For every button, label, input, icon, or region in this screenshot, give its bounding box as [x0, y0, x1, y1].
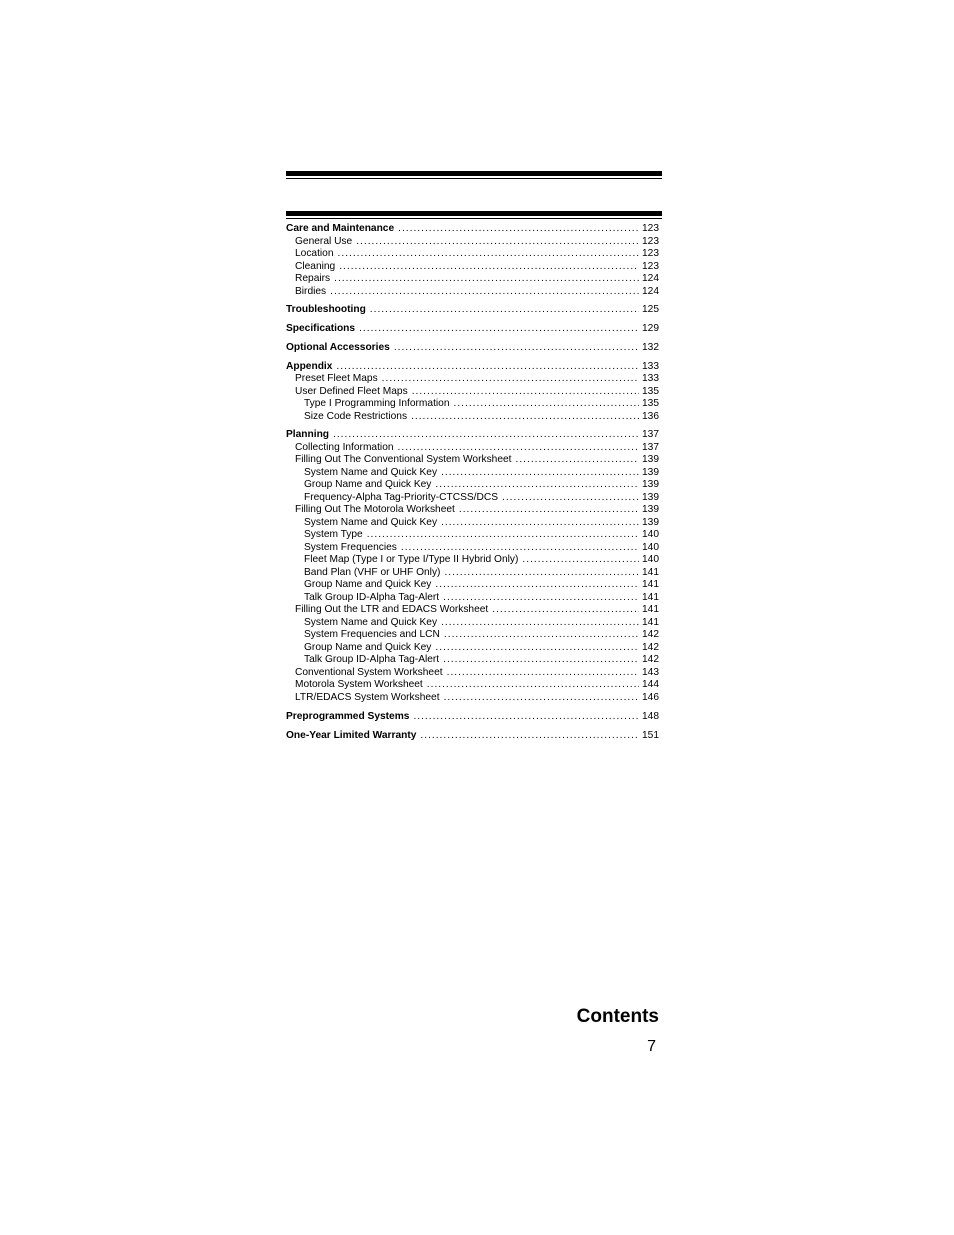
- dot-leader: [444, 567, 639, 580]
- dot-leader: [444, 692, 639, 705]
- toc-entry[interactable]: [286, 236, 659, 249]
- toc-entry-page: 142: [642, 629, 659, 641]
- toc-entry[interactable]: [286, 617, 659, 630]
- toc-entry[interactable]: [286, 373, 659, 386]
- toc-entry-page: 144: [642, 679, 659, 691]
- dot-leader: [420, 730, 639, 743]
- toc-entry-label: Birdies: [295, 285, 327, 297]
- toc-entry-label: Collecting Information: [295, 441, 394, 453]
- toc-entry-page: 143: [642, 666, 659, 678]
- toc-entry-page: 146: [642, 691, 659, 703]
- dot-leader: [516, 454, 640, 467]
- dot-leader: [382, 373, 639, 386]
- toc-entry-label: Troubleshooting: [286, 304, 366, 316]
- toc-entry-page: 141: [642, 566, 659, 578]
- toc-entry[interactable]: [286, 692, 659, 705]
- toc-entry[interactable]: [286, 442, 659, 455]
- dot-leader: [492, 604, 639, 617]
- toc-entry[interactable]: [286, 454, 659, 467]
- toc-entry-page: 151: [642, 729, 659, 741]
- dot-leader: [454, 398, 639, 411]
- toc-entry[interactable]: [286, 667, 659, 680]
- toc-entry[interactable]: [286, 654, 659, 667]
- toc-entry-label: Repairs: [295, 273, 331, 284]
- toc-entry[interactable]: [286, 386, 659, 399]
- toc-entry[interactable]: [286, 529, 659, 542]
- toc-entry-label: System Name and Quick Key: [304, 466, 438, 478]
- dot-leader: [502, 492, 639, 505]
- dot-leader: [447, 667, 639, 680]
- toc-entry[interactable]: [286, 467, 659, 480]
- toc-entry-page: 137: [642, 441, 659, 453]
- toc-entry-page: 135: [642, 385, 659, 397]
- toc-entry-label: Filling Out the LTR and EDACS Worksheet: [295, 604, 489, 616]
- toc-entry-page: 123: [642, 223, 659, 234]
- dot-leader: [459, 504, 639, 517]
- toc-entry-label: Specifications: [286, 323, 356, 335]
- toc-entry-label: Band Plan (VHF or UHF Only): [304, 566, 441, 578]
- toc-entry-label: System Frequencies and LCN: [304, 629, 440, 641]
- toc-entry-page: 140: [642, 529, 659, 541]
- toc-entry[interactable]: [286, 642, 659, 655]
- toc-entry-page: 124: [642, 285, 659, 297]
- toc-entry[interactable]: [286, 730, 659, 743]
- toc-entry[interactable]: [286, 248, 659, 261]
- dot-leader: [339, 261, 639, 274]
- toc-entry-page: 148: [642, 710, 659, 722]
- toc-entry-label: Appendix: [286, 360, 333, 372]
- toc-entry-label: Motorola System Worksheet: [295, 679, 423, 691]
- toc-entry-page: 132: [642, 341, 659, 353]
- toc-entry-label: Location: [295, 248, 334, 259]
- section-title: Contents: [576, 1006, 659, 1027]
- toc-entry-label: LTR/EDACS System Worksheet: [295, 691, 440, 703]
- toc-entry-page: 139: [642, 479, 659, 491]
- dot-leader: [412, 386, 639, 399]
- table-of-contents: [286, 223, 659, 742]
- toc-entry[interactable]: [286, 323, 659, 336]
- toc-entry-page: 142: [642, 641, 659, 653]
- dot-leader: [441, 467, 639, 480]
- toc-entry-label: Cleaning: [295, 260, 336, 272]
- toc-entry-label: Conventional System Worksheet: [295, 666, 443, 678]
- dot-leader: [359, 323, 639, 336]
- dot-leader: [443, 654, 639, 667]
- toc-entry-page: 137: [642, 429, 659, 441]
- toc-entry-page: 135: [642, 398, 659, 410]
- toc-entry-page: 123: [642, 235, 659, 247]
- dot-leader: [413, 711, 639, 724]
- dot-leader: [443, 592, 639, 605]
- toc-entry[interactable]: [286, 261, 659, 274]
- dot-leader: [370, 304, 639, 317]
- dot-leader: [356, 236, 639, 249]
- toc-entry-page: 136: [642, 410, 659, 422]
- toc-entry-page: 123: [642, 260, 659, 272]
- toc-entry-page: 141: [642, 579, 659, 591]
- toc-entry-label: General Use: [295, 235, 353, 247]
- page-number: 7: [647, 1038, 656, 1055]
- dot-leader: [435, 579, 639, 592]
- toc-entry-page: 139: [642, 504, 659, 516]
- toc-entry-label: Group Name and Quick Key: [304, 579, 432, 591]
- toc-header-rule: [286, 211, 662, 220]
- toc-entry-label: Type I Programming Information: [304, 398, 450, 410]
- toc-entry[interactable]: [286, 411, 659, 424]
- toc-entry-label: System Type: [304, 529, 363, 541]
- toc-entry[interactable]: [286, 629, 659, 642]
- dot-leader: [427, 679, 639, 692]
- toc-entry[interactable]: [286, 304, 659, 317]
- top-double-rule: [286, 171, 662, 180]
- toc-entry[interactable]: [286, 679, 659, 692]
- toc-entry[interactable]: [286, 567, 659, 580]
- toc-entry-label: Group Name and Quick Key: [304, 641, 432, 653]
- toc-entry[interactable]: [286, 579, 659, 592]
- toc-entry-label: Talk Group ID-Alpha Tag-Alert: [304, 591, 440, 603]
- toc-entry[interactable]: [286, 342, 659, 355]
- toc-entry-label: System Name and Quick Key: [304, 616, 438, 628]
- dot-leader: [411, 411, 639, 424]
- toc-entry-page: 141: [642, 591, 659, 603]
- dot-leader: [398, 223, 639, 236]
- toc-entry[interactable]: [286, 286, 659, 299]
- toc-entry-label: Fleet Map (Type I or Type I/Type II Hybrid Only): [304, 554, 519, 566]
- toc-entry[interactable]: [286, 273, 659, 286]
- toc-entry-label: Planning: [286, 429, 330, 441]
- dot-leader: [435, 642, 639, 655]
- toc-entry-page: 129: [642, 323, 659, 335]
- toc-entry-page: 124: [642, 273, 659, 284]
- toc-entry-label: Size Code Restrictions: [304, 410, 408, 422]
- toc-entry-label: Filling Out The Conventional System Worksheet: [295, 454, 512, 466]
- toc-entry[interactable]: [286, 429, 659, 442]
- toc-entry-page: 140: [642, 554, 659, 566]
- toc-entry-label: System Frequencies: [304, 541, 397, 553]
- dot-leader: [333, 429, 639, 442]
- toc-entry-label: Care and Maintenance: [286, 223, 395, 234]
- toc-entry-page: 141: [642, 604, 659, 616]
- toc-entry-page: 133: [642, 373, 659, 385]
- dot-leader: [401, 542, 639, 555]
- toc-entry[interactable]: [286, 479, 659, 492]
- dot-leader: [336, 361, 639, 374]
- toc-entry-page: 139: [642, 466, 659, 478]
- toc-entry-page: 141: [642, 616, 659, 628]
- toc-entry-label: Talk Group ID-Alpha Tag-Alert: [304, 654, 440, 666]
- toc-entry-page: 140: [642, 541, 659, 553]
- dot-leader: [435, 479, 639, 492]
- toc-entry-label: Filling Out The Motorola Worksheet: [295, 504, 455, 516]
- toc-entry-label: One-Year Limited Warranty: [286, 729, 417, 741]
- toc-entry[interactable]: [286, 711, 659, 724]
- dot-leader: [330, 286, 639, 299]
- dot-leader: [398, 442, 639, 455]
- toc-entry[interactable]: [286, 492, 659, 505]
- toc-entry[interactable]: [286, 542, 659, 555]
- toc-entry[interactable]: [286, 554, 659, 567]
- toc-entry-page: 139: [642, 516, 659, 528]
- dot-leader: [334, 273, 639, 286]
- toc-entry[interactable]: [286, 592, 659, 605]
- toc-entry[interactable]: [286, 398, 659, 411]
- toc-entry-label: Preprogrammed Systems: [286, 710, 410, 722]
- dot-leader: [367, 529, 639, 542]
- toc-entry-page: 125: [642, 304, 659, 316]
- toc-entry-label: Preset Fleet Maps: [295, 373, 378, 385]
- toc-entry-page: 133: [642, 360, 659, 372]
- toc-entry-page: 139: [642, 454, 659, 466]
- dot-leader: [444, 629, 639, 642]
- toc-entry[interactable]: [286, 517, 659, 530]
- toc-entry-label: Group Name and Quick Key: [304, 479, 432, 491]
- dot-leader: [394, 342, 639, 355]
- toc-entry[interactable]: [286, 504, 659, 517]
- dot-leader: [441, 517, 639, 530]
- dot-leader: [338, 248, 639, 261]
- dot-leader: [522, 554, 639, 567]
- toc-entry[interactable]: [286, 361, 659, 374]
- toc-entry-label: Optional Accessories: [286, 341, 390, 353]
- toc-entry-label: Frequency-Alpha Tag-Priority-CTCSS/DCS: [304, 491, 498, 503]
- dot-leader: [441, 617, 639, 630]
- toc-entry-page: 142: [642, 654, 659, 666]
- toc-entry[interactable]: [286, 604, 659, 617]
- toc-entry-label: System Name and Quick Key: [304, 516, 438, 528]
- toc-entry[interactable]: [286, 223, 659, 236]
- toc-entry-page: 123: [642, 248, 659, 259]
- toc-entry-page: 139: [642, 491, 659, 503]
- toc-entry-label: User Defined Fleet Maps: [295, 385, 408, 397]
